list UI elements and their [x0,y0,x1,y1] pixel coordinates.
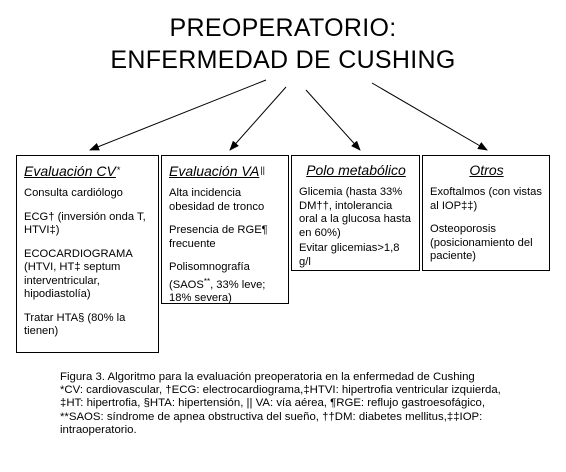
box-evaluacion-cv [16,155,159,353]
box-otros-item-1: Exoftalmos (con vistas al IOP‡‡) [430,186,542,212]
box-otros [422,155,550,271]
box-va-item-3-text-a: Polisomnografía (SAOS [169,261,250,291]
box-cv-heading-mark: * [116,165,121,175]
box-polo-metabolico [291,155,420,271]
box-va-heading-mark: || [260,165,265,175]
box-evaluacion-va [161,155,289,304]
box-va-item-3-text-b: , 33% leve; 18% severa) [169,278,266,304]
box-otros-heading-text: Otros [469,162,504,178]
box-cv-item-2: ECG† (inversión onda T, HTVI‡) [24,210,146,236]
box-va-heading [169,162,282,180]
box-cv-item-3: ECOCARDIOGRAMA (HTVI, HT‡ septum interventricular, hipodiastolía) [24,247,133,300]
box-va-item-3-sup: ** [203,276,211,286]
caption-line-3: ‡HT: hipertrofia, §HTA: hipertensión, || VA: vía aérea, ¶RGE: reflujo gastroesofágico, [60,397,486,410]
box-cv-item-4: Tratar HTA§ (80% la tienen) [24,311,126,337]
arrow-to-va [230,87,286,150]
caption-line-5: intraoperatorio. [60,423,137,436]
caption-line-4: **SAOS: síndrome de apnea obstructiva del sueño, ††DM: diabetes mellitus,‡‡IOP: [60,410,483,423]
box-met-item-1: Glicemia (hasta 33% DM††, intolerancia oral a la glucosa hasta en 60%) [299,186,411,239]
diagram-title-line-1: PREOPERATORIO: [169,14,397,42]
box-va-item-3 [169,261,282,306]
figure-caption [60,371,550,437]
box-va-heading-text: Evaluación VA [169,163,260,179]
arrow-to-metabolic [306,90,360,150]
box-otros-heading [430,162,543,179]
arrow-to-otros [372,83,487,150]
box-met-heading-text: Polo metabólico [306,162,406,178]
caption-line-2: *CV: cardiovascular, †ECG: electrocardiograma,‡HTVI: hipertrofia ventricular izquierda, [60,384,501,397]
diagram-title-line-2: ENFERMEDAD DE CUSHING [110,46,456,74]
box-cv-heading [24,162,152,180]
caption-line-1: Figura 3. Algoritmo para la evaluación preoperatoria en la enfermedad de Cushing [60,371,475,383]
box-cv-heading-text: Evaluación CV [24,163,116,179]
box-met-heading [299,162,413,179]
box-otros-item-2: Osteoporosis (posicionamiento del paciente) [430,223,533,262]
box-va-item-2: Presencia de RGE¶ frecuente [169,224,268,250]
box-va-item-1: Alta incidencia obesidad de tronco [169,187,265,213]
box-met-item-2: Evitar glicemias>1,8 g/l [299,242,400,268]
box-cv-item-1: Consulta cardiólogo [24,187,123,199]
